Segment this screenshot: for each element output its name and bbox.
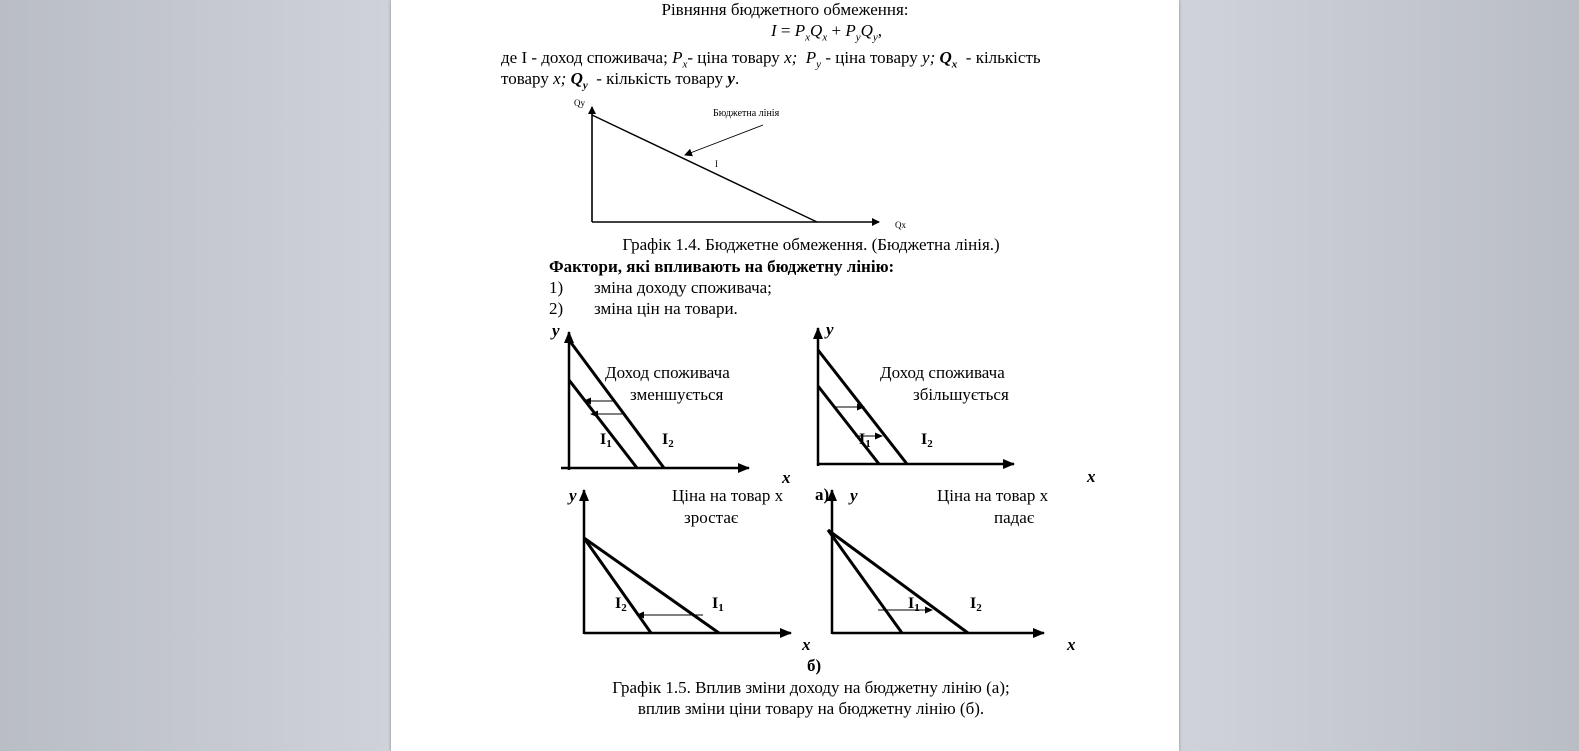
a1-x-label: x xyxy=(782,468,791,487)
def-y: y xyxy=(727,69,735,88)
caption-graph-1-4: Графік 1.4. Бюджетне обмеження. (Бюджетна лінія.) xyxy=(622,235,1000,254)
b1-y-label: y xyxy=(569,486,577,505)
b1-x-label: x xyxy=(802,635,811,654)
a2-label-i1: I1 xyxy=(859,431,871,450)
a1-line-i1 xyxy=(569,380,637,468)
a1-label-i2: I2 xyxy=(662,431,674,450)
a1-line-i2 xyxy=(569,340,664,468)
graph1-x-label: Qx xyxy=(895,220,906,230)
a2-label-i2: I2 xyxy=(921,431,933,450)
graph1-budget-line xyxy=(592,115,817,222)
def-qy: Q xyxy=(570,69,583,88)
def-px: P xyxy=(672,48,683,67)
factor-1-number: 1) xyxy=(549,278,564,297)
def-text: - ціна товару xyxy=(821,48,923,67)
a1-label-i1: I1 xyxy=(600,431,612,450)
factor-2-text: зміна цін на товари. xyxy=(594,299,738,318)
def-text: - кількість xyxy=(957,48,1041,67)
b2-line-i2 xyxy=(828,530,968,633)
eq-price-y-sub: y xyxy=(855,31,861,44)
graph1-pointer-arrow xyxy=(685,125,763,155)
a2-title-line-1: Доход споживача xyxy=(880,363,1005,382)
eq-plus: + xyxy=(827,21,846,40)
factor-2-number: 2) xyxy=(549,299,564,318)
eq-qty-y: Q xyxy=(860,21,873,40)
eq-qty-x: Q xyxy=(810,21,823,40)
b1-label-i1: I1 xyxy=(712,595,724,614)
b2-title-line-1: Ціна на товар x xyxy=(937,486,1049,505)
eq-price-x: P xyxy=(794,21,806,40)
chart-income-increase xyxy=(806,320,1106,490)
panel-label-a: а) xyxy=(815,485,830,504)
def-text: - ціна товару xyxy=(687,48,785,67)
eq-comma: , xyxy=(877,21,883,40)
def-py: P xyxy=(805,48,817,67)
def-x: x; xyxy=(553,69,571,88)
a1-y-label: y xyxy=(552,321,560,340)
graph1-y-label: Qy xyxy=(574,98,585,108)
eq-qty-x-sub: x xyxy=(822,31,828,44)
def-px-sub: x xyxy=(682,58,688,71)
equation-title: Рівняння бюджетного обмеження: xyxy=(661,0,909,19)
document-page xyxy=(391,0,1179,751)
b2-label-i1: I1 xyxy=(908,595,920,614)
a1-title-line-1: Доход споживача xyxy=(605,363,730,382)
eq-equals: = xyxy=(776,21,795,40)
def-text: - кількість товару xyxy=(587,69,728,88)
def-text: товару xyxy=(501,69,554,88)
def-qx: Q xyxy=(935,48,952,67)
factors-heading: Фактори, які впливають на бюджетну лінію: xyxy=(549,257,895,276)
a2-y-label: y xyxy=(826,320,834,339)
graph1-line-label: Бюджетна лінія xyxy=(713,108,780,119)
b2-y-label: y xyxy=(850,486,858,505)
def-qy-sub: y xyxy=(582,79,588,92)
def-py-sub: y xyxy=(816,58,822,71)
a2-line-i1 xyxy=(818,386,879,464)
eq-price-y: P xyxy=(845,21,856,40)
chart-price-x-rises xyxy=(561,482,821,652)
definition-line-2 xyxy=(501,69,739,95)
panel-label-b: б) xyxy=(807,656,822,675)
b1-line-i1 xyxy=(584,538,719,633)
def-y: y; xyxy=(922,48,936,67)
b2-label-i2: I2 xyxy=(970,595,982,614)
a1-title-line-2: зменшується xyxy=(630,385,724,404)
graph1-income-label: I xyxy=(715,159,718,169)
def-gap xyxy=(797,48,806,67)
b2-title-line-2: падає xyxy=(994,508,1035,527)
eq-income: I xyxy=(771,21,777,40)
b2-line-i1 xyxy=(828,530,902,633)
b1-title-line-2: зростає xyxy=(684,508,739,527)
a2-title-line-2: збільшується xyxy=(913,385,1009,404)
eq-price-x-sub: x xyxy=(805,31,811,44)
b1-title-line-1: Ціна на товар x xyxy=(672,486,784,505)
b1-label-i2: I2 xyxy=(615,595,627,614)
a2-x-label: x xyxy=(1087,467,1096,486)
budget-equation xyxy=(771,21,882,47)
chart-price-x-falls xyxy=(816,482,1096,652)
factor-1-text: зміна доходу споживача; xyxy=(594,278,772,297)
def-dot: . xyxy=(734,69,740,88)
budget-line-graph xyxy=(561,95,921,235)
def-x: x; xyxy=(784,48,798,67)
def-text: де I - доход споживача; xyxy=(501,48,673,67)
caption-graph-1-5-line-2: вплив зміни ціни товару на бюджетну лінію (б). xyxy=(637,699,985,718)
caption-graph-1-5-line-1: Графік 1.5. Вплив зміни доходу на бюджетну лінію (а); xyxy=(612,678,1010,697)
eq-qty-y-sub: y xyxy=(872,31,878,44)
b2-x-label: x xyxy=(1067,635,1076,654)
def-qx-sub: x xyxy=(951,58,958,71)
b1-line-i2 xyxy=(584,538,651,633)
chart-income-decrease xyxy=(551,320,801,490)
